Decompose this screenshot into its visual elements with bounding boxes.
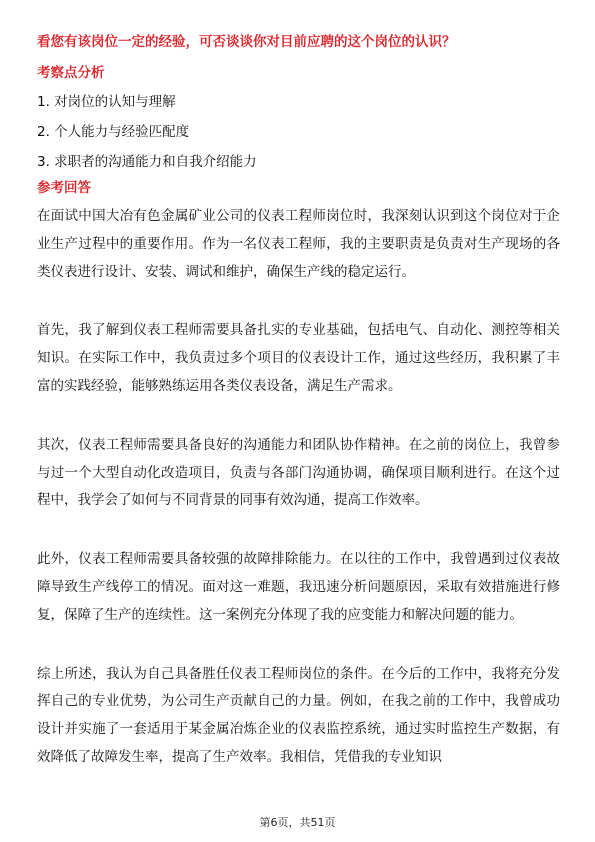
analysis-point: 1. 对岗位的认知与理解 <box>37 94 176 110</box>
answer-paragraph: 在面试中国大冶有色金属矿业公司的仪表工程师岗位时，我深刻认识到这个岗位对于企业生产过程中的重要作用。作为一名仪表工程师，我的主要职责是负责对生产现场的各类仪表进行设计、安装、调试和维护，确保生产线的稳定运行。 <box>37 208 560 280</box>
question-heading: 看您有该岗位一定的经验，可否谈谈你对目前应聘的这个岗位的认识？ <box>37 34 456 50</box>
page-number-footer: 第6页，共51页 <box>259 816 336 829</box>
answer-paragraph: 首先，我了解到仪表工程师需要具备扎实的专业基础，包括电气、自动化、测控等相关知识。在实际工作中，我负责过多个项目的仪表设计工作，通过这些经历，我积累了丰富的实践经验，能够熟练运用各类仪表设备，满足生产需求。 <box>37 322 560 394</box>
analysis-points <box>37 87 557 177</box>
answer-title: 参考回答 <box>37 180 91 196</box>
answer-paragraph: 其次，仪表工程师需要具备良好的沟通能力和团队协作精神。在之前的岗位上，我曾参与过一个大型自动化改造项目，负责与各部门沟通协调，确保项目顺利进行。在这个过程中，我学会了如何与不同背景的同事有效沟通，提高工作效率。 <box>37 436 560 509</box>
analysis-title: 考察点分析 <box>37 65 105 81</box>
answer-body <box>37 203 560 803</box>
analysis-point: 2. 个人能力与经验匹配度 <box>37 124 190 140</box>
answer-paragraph: 此外，仪表工程师需要具备较强的故障排除能力。在以往的工作中，我曾遇到过仪表故障导致生产线停工的情况。面对这一难题，我迅速分析问题原因，采取有效措施进行修复，保障了生产的连续性。这一案例充分体现了我的应变能力和解决问题的能力。 <box>37 551 560 623</box>
analysis-point: 3. 求职者的沟通能力和自我介绍能力 <box>37 154 257 170</box>
answer-paragraph: 综上所述，我认为自己具备胜任仪表工程师岗位的条件。在今后的工作中，我将充分发挥自己的专业优势，为公司生产贡献自己的力量。例如，在我之前的工作中，我曾成功设计并实施了一套适用于某金属冶炼企业的仪表监控系统，通过实时监控生产数据，有效降低了故障发生率，提高了生产效率。我相信，凭借我的专业知识 <box>37 665 560 765</box>
